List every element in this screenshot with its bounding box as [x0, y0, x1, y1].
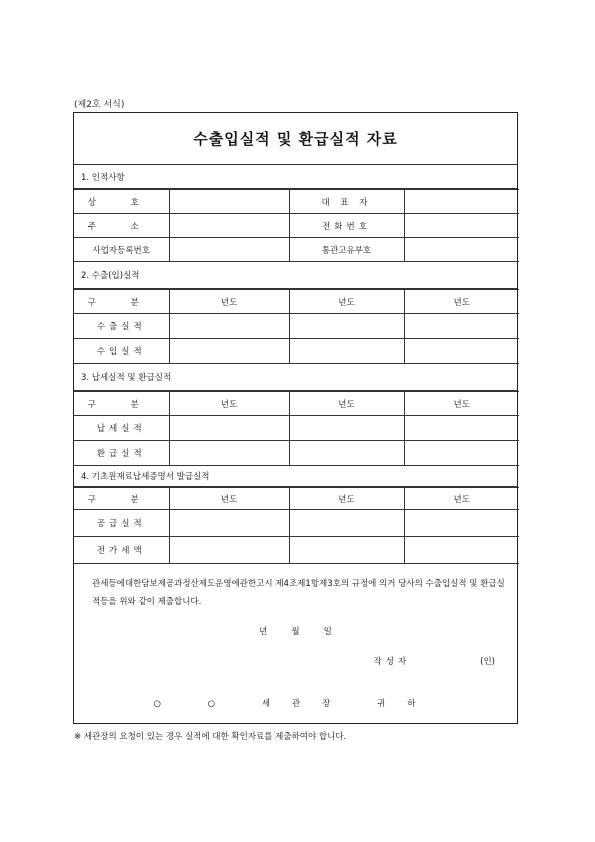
col-header-year: 년도: [404, 290, 519, 314]
value-cell[interactable]: [169, 339, 289, 364]
date-line: [74, 625, 517, 637]
value-cell[interactable]: [404, 441, 519, 466]
representative-field[interactable]: [404, 190, 519, 214]
col-header-year: 년도: [289, 290, 404, 314]
addressee: ○ ○ 세관장 귀하: [153, 699, 438, 709]
form-title: 수출입실적 및 환급실적 자료: [74, 113, 517, 165]
tax-refund-table: [74, 391, 519, 466]
form-frame: [73, 112, 518, 724]
value-cell[interactable]: [169, 537, 289, 564]
label-address: 주 소: [74, 214, 169, 238]
col-header-year: 년도: [404, 488, 519, 510]
row-label-refund: 환급실적: [74, 441, 169, 466]
value-cell[interactable]: [169, 416, 289, 441]
value-cell[interactable]: [289, 510, 404, 537]
customs-code-field[interactable]: [404, 238, 519, 262]
value-cell[interactable]: [404, 314, 519, 339]
label-customs-code: 통관고유부호: [289, 238, 404, 262]
table-row: [74, 314, 519, 339]
value-cell[interactable]: [404, 339, 519, 364]
date-day-label: 일: [323, 627, 332, 637]
value-cell[interactable]: [289, 537, 404, 564]
table-row: [74, 339, 519, 364]
label-company-name: 상 호: [74, 190, 169, 214]
date-month-label: 월: [291, 627, 300, 637]
row-label-passed-tax: 전가세액: [74, 537, 169, 564]
row-label-export: 수출실적: [74, 314, 169, 339]
value-cell[interactable]: [404, 416, 519, 441]
value-cell[interactable]: [169, 510, 289, 537]
table-row: [74, 510, 519, 537]
section-header-export-import: 2. 수출(입)실적: [74, 261, 517, 289]
table-header-row: [74, 290, 519, 314]
table-row: [74, 416, 519, 441]
col-header-category: 구 분: [74, 488, 169, 510]
address-field[interactable]: [169, 214, 289, 238]
value-cell[interactable]: [404, 537, 519, 564]
section-header-certificate: 4. 기초원재료납세증명서 발급실적: [74, 465, 517, 487]
form-code: (제2호 서식): [74, 100, 125, 110]
table-row: [74, 537, 519, 564]
col-header-category: 구 분: [74, 392, 169, 416]
section-header-tax-refund: 3. 납세실적 및 환급실적: [74, 363, 517, 391]
col-header-year: 년도: [169, 290, 289, 314]
export-import-table: [74, 289, 519, 364]
value-cell[interactable]: [169, 314, 289, 339]
table-header-row: [74, 488, 519, 510]
label-business-reg-no: 사업자등록번호: [74, 238, 169, 262]
value-cell[interactable]: [169, 441, 289, 466]
company-name-field[interactable]: [169, 190, 289, 214]
certificate-table: [74, 487, 519, 564]
declaration-text: 관세등에대한담보제공과정산제도운영에관한고시 제4조제1항제3호의 규정에 의거 당사의 수출입실적 및 환급실적등을 위와 같이 제출합니다.: [92, 579, 505, 607]
col-header-year: 년도: [404, 392, 519, 416]
label-representative: 대 표 자: [289, 190, 404, 214]
table-row: [74, 441, 519, 466]
value-cell[interactable]: [289, 314, 404, 339]
table-row: [74, 238, 519, 262]
date-year-label: 년: [259, 627, 268, 637]
col-header-year: 년도: [169, 392, 289, 416]
col-header-year: 년도: [169, 488, 289, 510]
col-header-category: 구 분: [74, 290, 169, 314]
seal-mark: (인): [480, 657, 495, 667]
label-phone: 전화번호: [289, 214, 404, 238]
table-row: [74, 214, 519, 238]
phone-field[interactable]: [404, 214, 519, 238]
business-reg-no-field[interactable]: [169, 238, 289, 262]
section-header-personal-info: 1. 인적사항: [74, 165, 517, 189]
row-label-tax-paid: 납세실적: [74, 416, 169, 441]
value-cell[interactable]: [289, 416, 404, 441]
value-cell[interactable]: [404, 510, 519, 537]
col-header-year: 년도: [289, 488, 404, 510]
row-label-import: 수입실적: [74, 339, 169, 364]
row-label-supply: 공급실적: [74, 510, 169, 537]
table-header-row: [74, 392, 519, 416]
writer-label: 작성자: [373, 657, 411, 667]
personal-info-table: [74, 189, 519, 262]
col-header-year: 년도: [289, 392, 404, 416]
writer-line: [374, 655, 495, 667]
value-cell[interactable]: [289, 339, 404, 364]
value-cell[interactable]: [289, 441, 404, 466]
table-row: [74, 190, 519, 214]
footnote: ※ 세관장의 요청이 있는 경우 실적에 대한 확인자료를 제출하여야 합니다.: [74, 732, 347, 742]
